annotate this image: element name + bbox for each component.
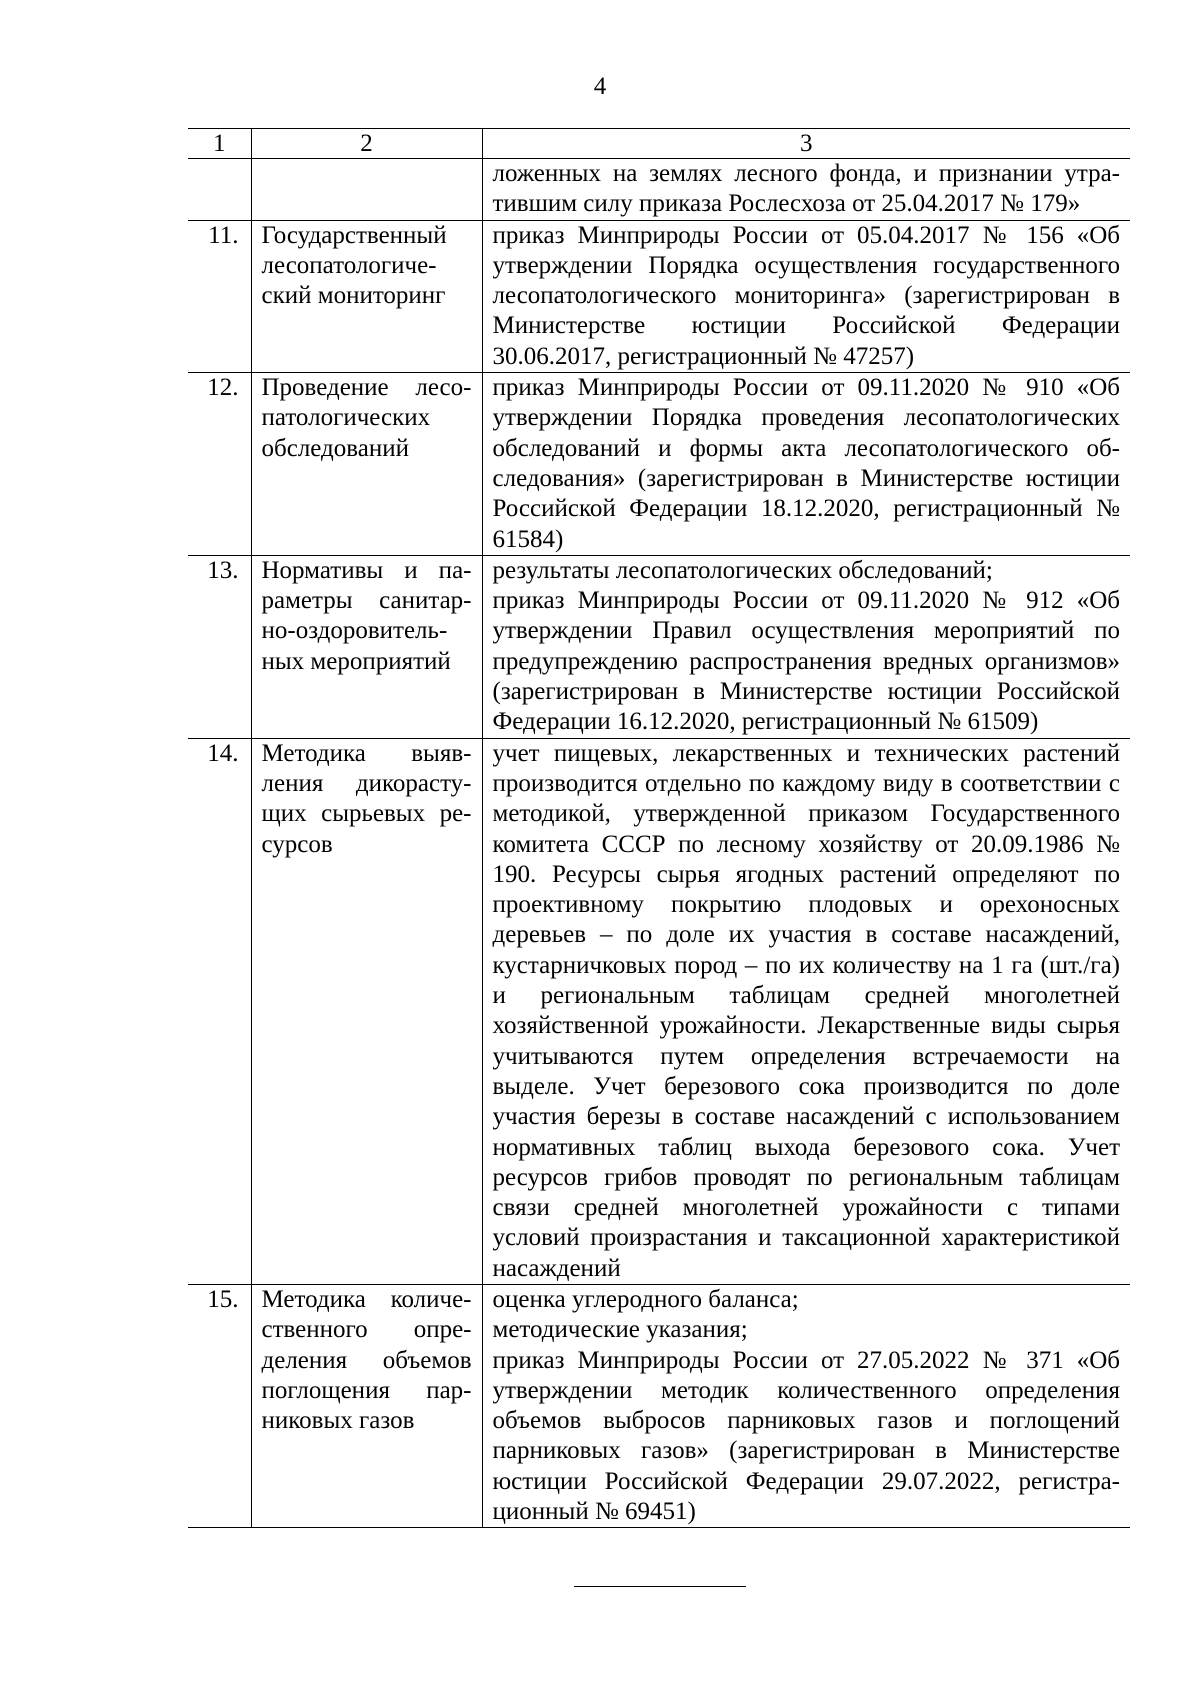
column-number-2: 2 <box>251 129 482 159</box>
row-name: Методика выявления дикорастущих сырьевых ресурсов <box>251 738 482 1284</box>
description-paragraph: приказ Минприроды России от 09.11.2020 № 910 «Об утверждении Порядка проведения лесопатологических обследований и формы акта лесопатологического обследования» (зарегистрирован в Министерстве юстиции Российской Федерации 18.12.2020, регистрационный № 61584) <box>492 374 1120 553</box>
row-number: 13. <box>188 555 251 738</box>
table-row <box>188 738 1130 1284</box>
table-row-continuation <box>188 159 1130 221</box>
row-number: 14. <box>188 738 251 1284</box>
row-number: 12. <box>188 373 251 556</box>
table-row <box>188 373 1130 556</box>
row-name: Методика количественного определения объемов поглощения парниковых газов <box>251 1284 482 1527</box>
description-paragraph: ложенных на землях лесного фонда, и признании утратившим силу приказа Рослесхоза от 25.04.2017 № 179» <box>492 160 1120 218</box>
description-paragraph: приказ Минприроды России от 05.04.2017 № 156 «Об утверждении Порядка осуществления государственного лесопатологического мониторинга» (зарегистрирован в Министерстве юстиции Российской Федерации 30.06.2017, регистрационный № 47257) <box>492 221 1120 370</box>
description-paragraph: методические указания; <box>492 1316 748 1344</box>
row-description <box>482 220 1130 372</box>
row-name: Проведение лесопатологических обследований <box>251 373 482 556</box>
page-number: 4 <box>593 73 607 100</box>
table-row <box>188 555 1130 738</box>
description-paragraph: результаты лесопатологических обследований; <box>492 556 993 584</box>
column-number-3: 3 <box>482 129 1130 159</box>
row-description <box>482 373 1130 556</box>
regulations-table <box>188 128 1130 1528</box>
table-row <box>188 220 1130 372</box>
row-number <box>188 159 251 221</box>
description-paragraph: приказ Минприроды России от 27.05.2022 № 371 «Об утверждении методик количественного определения объемов выбросов парниковых газов и поглощений парниковых газов» (зарегистрирован в Министерстве юстиции Российской Федерации 29.07.2022, регистрационный № 69451) <box>492 1346 1120 1526</box>
table-header-row <box>188 129 1130 159</box>
row-name: Государственный лесопатологический мониторинг <box>251 220 482 372</box>
row-description <box>482 738 1130 1284</box>
row-number: 15. <box>188 1284 251 1527</box>
row-name: Нормативы и параметры санитарно-оздоровительных мероприятий <box>251 555 482 738</box>
row-description <box>482 555 1130 738</box>
end-of-document-rule <box>574 1586 746 1587</box>
column-number-1: 1 <box>188 129 251 159</box>
description-paragraph: приказ Минприроды России от 09.11.2020 № 912 «Об утверждении Правил осуществления мероприятий по предупреждению распространения вредных организмов» (зарегистрирован в Министерстве юстиции Российской Федерации 16.12.2020, регистрационный № 61509) <box>492 587 1120 736</box>
row-number: 11. <box>188 220 251 372</box>
row-description <box>482 159 1130 221</box>
row-description <box>482 1284 1130 1527</box>
row-name <box>251 159 482 221</box>
description-paragraph: оценка углеродного баланса; <box>492 1285 799 1313</box>
description-paragraph: учет пищевых, лекарственных и технических растений производится отдельно по каждому виду в соответствии с методикой, утвержденной приказом Государственного комитета СССР по лесному хозяйству от 20.09.1986 № 190. Ресурсы сырья ягодных растений определяют по проективному покрытию плодовых и орехоносных деревьев – по доле их участия в составе насаждений, кустарничковых пород – по их количеству на 1 га (шт./га) и региональным таблицам средней многолетней хозяйственной урожайности. Лекарственные виды сырья учитываются путем определения встречаемости на выделе. Учет березового сока производится по доле участия березы в составе насаждений с использованием нормативных таблиц выхода березового сока. Учет ресурсов грибов проводят по региональным таблицам связи средней многолетней урожайности с типами условий произрастания и таксационной характеристикой насаждений <box>492 739 1120 1282</box>
table-row <box>188 1284 1130 1527</box>
